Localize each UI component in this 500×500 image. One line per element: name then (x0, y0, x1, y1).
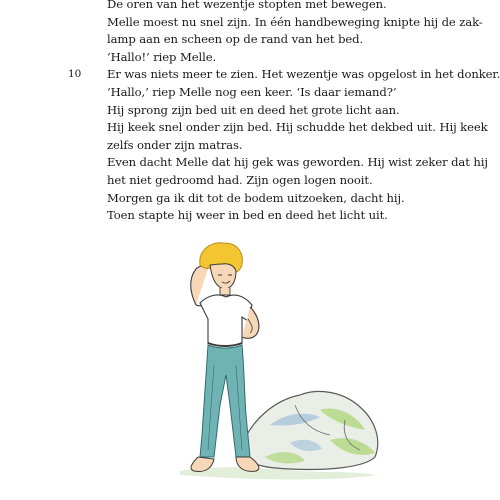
bedding-pile (240, 391, 378, 469)
text-line: De oren van het wezentje stopten met bewegen. (107, 0, 387, 11)
text-line: Toen stapte hij weer in bed en deed het licht uit. (107, 208, 388, 223)
boy-illustration (170, 235, 385, 495)
text-line: lamp aan en scheen op de rand van het bed. (107, 32, 364, 47)
floor-shadow (180, 467, 375, 479)
text-line: Even dacht Melle dat hij gek was geworden. Hij wist zeker dat hij (107, 155, 488, 170)
text-line: ‘Hallo!’ riep Melle. (107, 49, 217, 64)
text-line: Melle moest nu snel zijn. In één handbeweging knipte hij de zak- (107, 14, 483, 29)
text-line: Hij sprong zijn bed uit en deed het grote licht aan. (107, 102, 400, 117)
story-text (107, 0, 500, 225)
text-line: zelfs onder zijn matras. (107, 137, 243, 152)
text-line: Er was niets meer te zien. Het wezentje was opgelost in het donker. (107, 67, 500, 82)
text-line: het niet gedroomd had. Zijn ogen logen nooit. (107, 172, 373, 187)
text-line: Morgen ga ik dit tot de bodem uitzoeken, dacht hij. (107, 190, 405, 205)
line-number: 10 (68, 68, 82, 80)
text-line: Hij keek snel onder zijn bed. Hij schudde het dekbed uit. Hij keek (107, 120, 488, 135)
text-line: ‘Hallo,’ riep Melle nog een keer. ‘Is daar iemand?’ (107, 84, 397, 99)
